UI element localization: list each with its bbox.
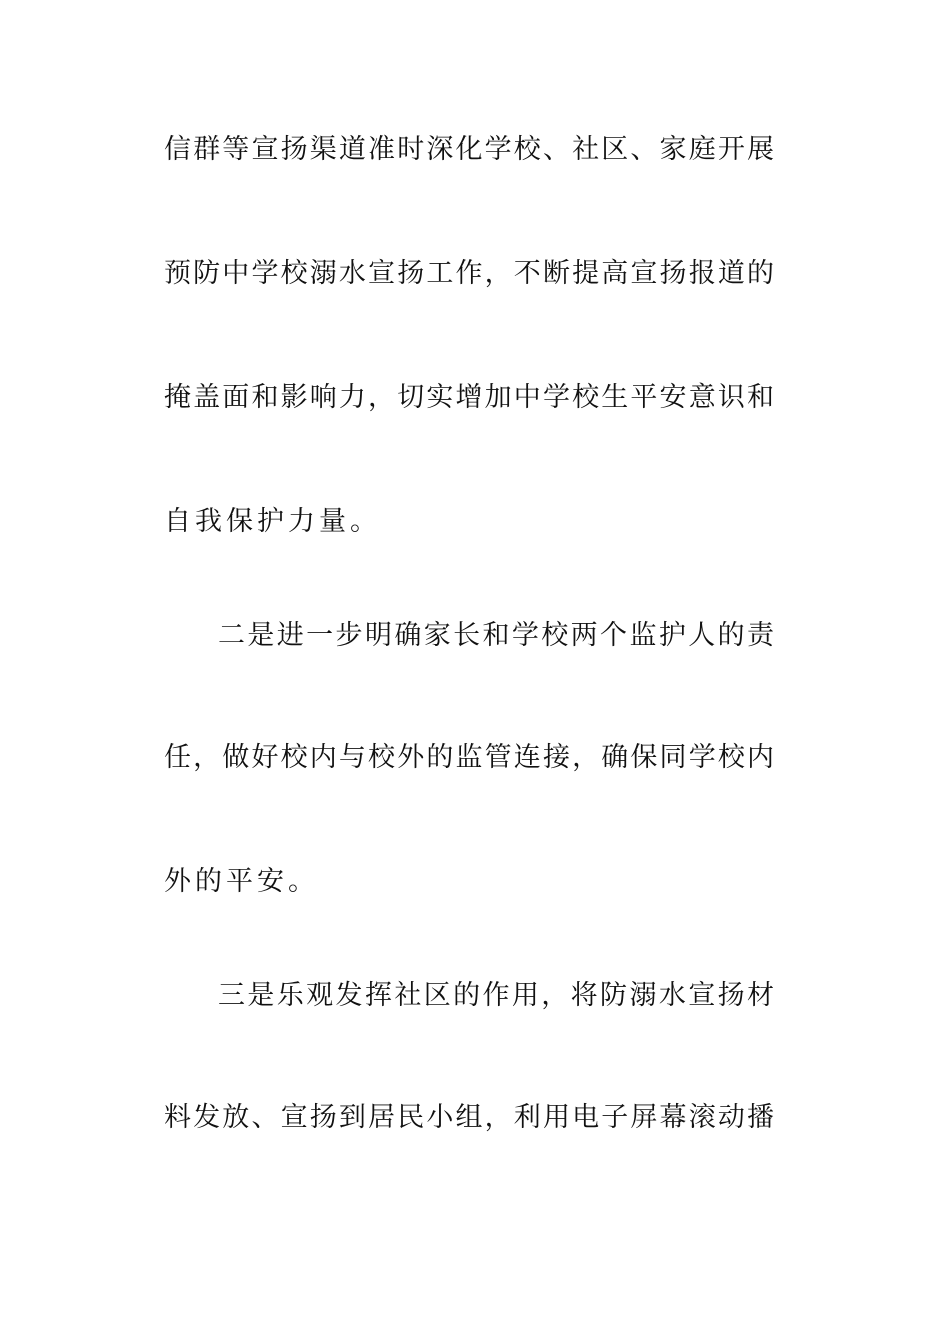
paragraph-line: 任，做好校内与校外的监管连接，确保同学校内 (164, 742, 774, 773)
paragraph-line: 预防中学校溺水宣扬工作，不断提高宣扬报道的 (164, 258, 774, 289)
paragraph-line: 外的平安。 (164, 866, 319, 897)
paragraph-line: 二是进一步明确家长和学校两个监护人的责 (218, 620, 774, 651)
paragraph-line: 掩盖面和影响力，切实增加中学校生平安意识和 (164, 382, 774, 413)
paragraph-line: 三是乐观发挥社区的作用，将防溺水宣扬材 (218, 980, 774, 1011)
paragraph-line: 信群等宣扬渠道准时深化学校、社区、家庭开展 (164, 134, 774, 165)
paragraph-line: 料发放、宣扬到居民小组，利用电子屏幕滚动播 (164, 1102, 774, 1133)
paragraph-line: 自我保护力量。 (164, 506, 381, 537)
